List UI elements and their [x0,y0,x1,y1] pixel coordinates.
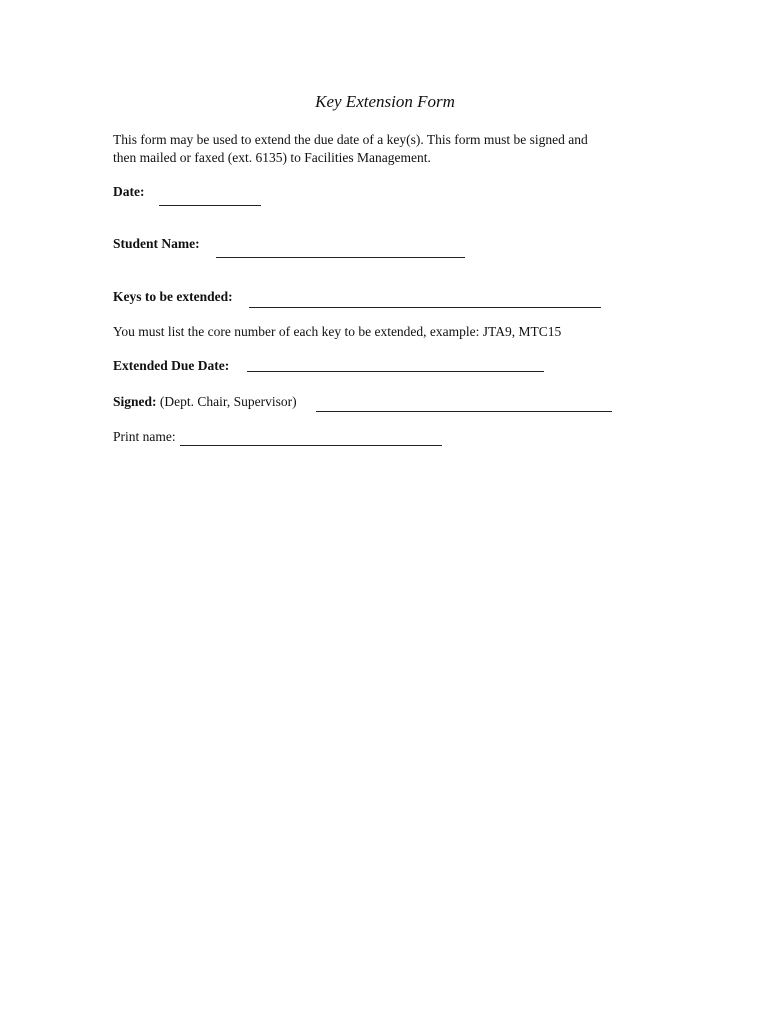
student-name-label: Student Name: [113,236,200,251]
keys-row [113,289,233,305]
date-label: Date: [113,184,145,199]
intro-line-2: then mailed or faxed (ext. 6135) to Facilities Management. [113,150,431,165]
print-name-label: Print name: [113,429,176,444]
date-field[interactable] [159,205,261,206]
student-name-row [113,236,200,252]
form-title: Key Extension Form [315,92,455,111]
keys-field[interactable] [249,307,601,308]
signed-sublabel: (Dept. Chair, Supervisor) [159,394,297,409]
extended-due-date-field[interactable] [247,371,544,372]
intro-line-1: This form may be used to extend the due date of a key(s). This form must be signed and [113,132,588,147]
keys-label: Keys to be extended: [113,289,233,304]
keys-note: You must list the core number of each key to be extended, example: JTA9, MTC15 [113,324,562,339]
print-name-row [113,429,176,445]
date-row [113,184,144,200]
print-name-field[interactable] [180,445,442,446]
extended-due-date-label: Extended Due Date: [113,358,230,373]
intro-text [113,131,673,167]
signed-label: Signed: [113,394,157,409]
extended-due-date-row [113,358,229,374]
signature-field[interactable] [316,411,612,412]
student-name-field[interactable] [216,257,465,258]
signed-row [113,394,297,410]
